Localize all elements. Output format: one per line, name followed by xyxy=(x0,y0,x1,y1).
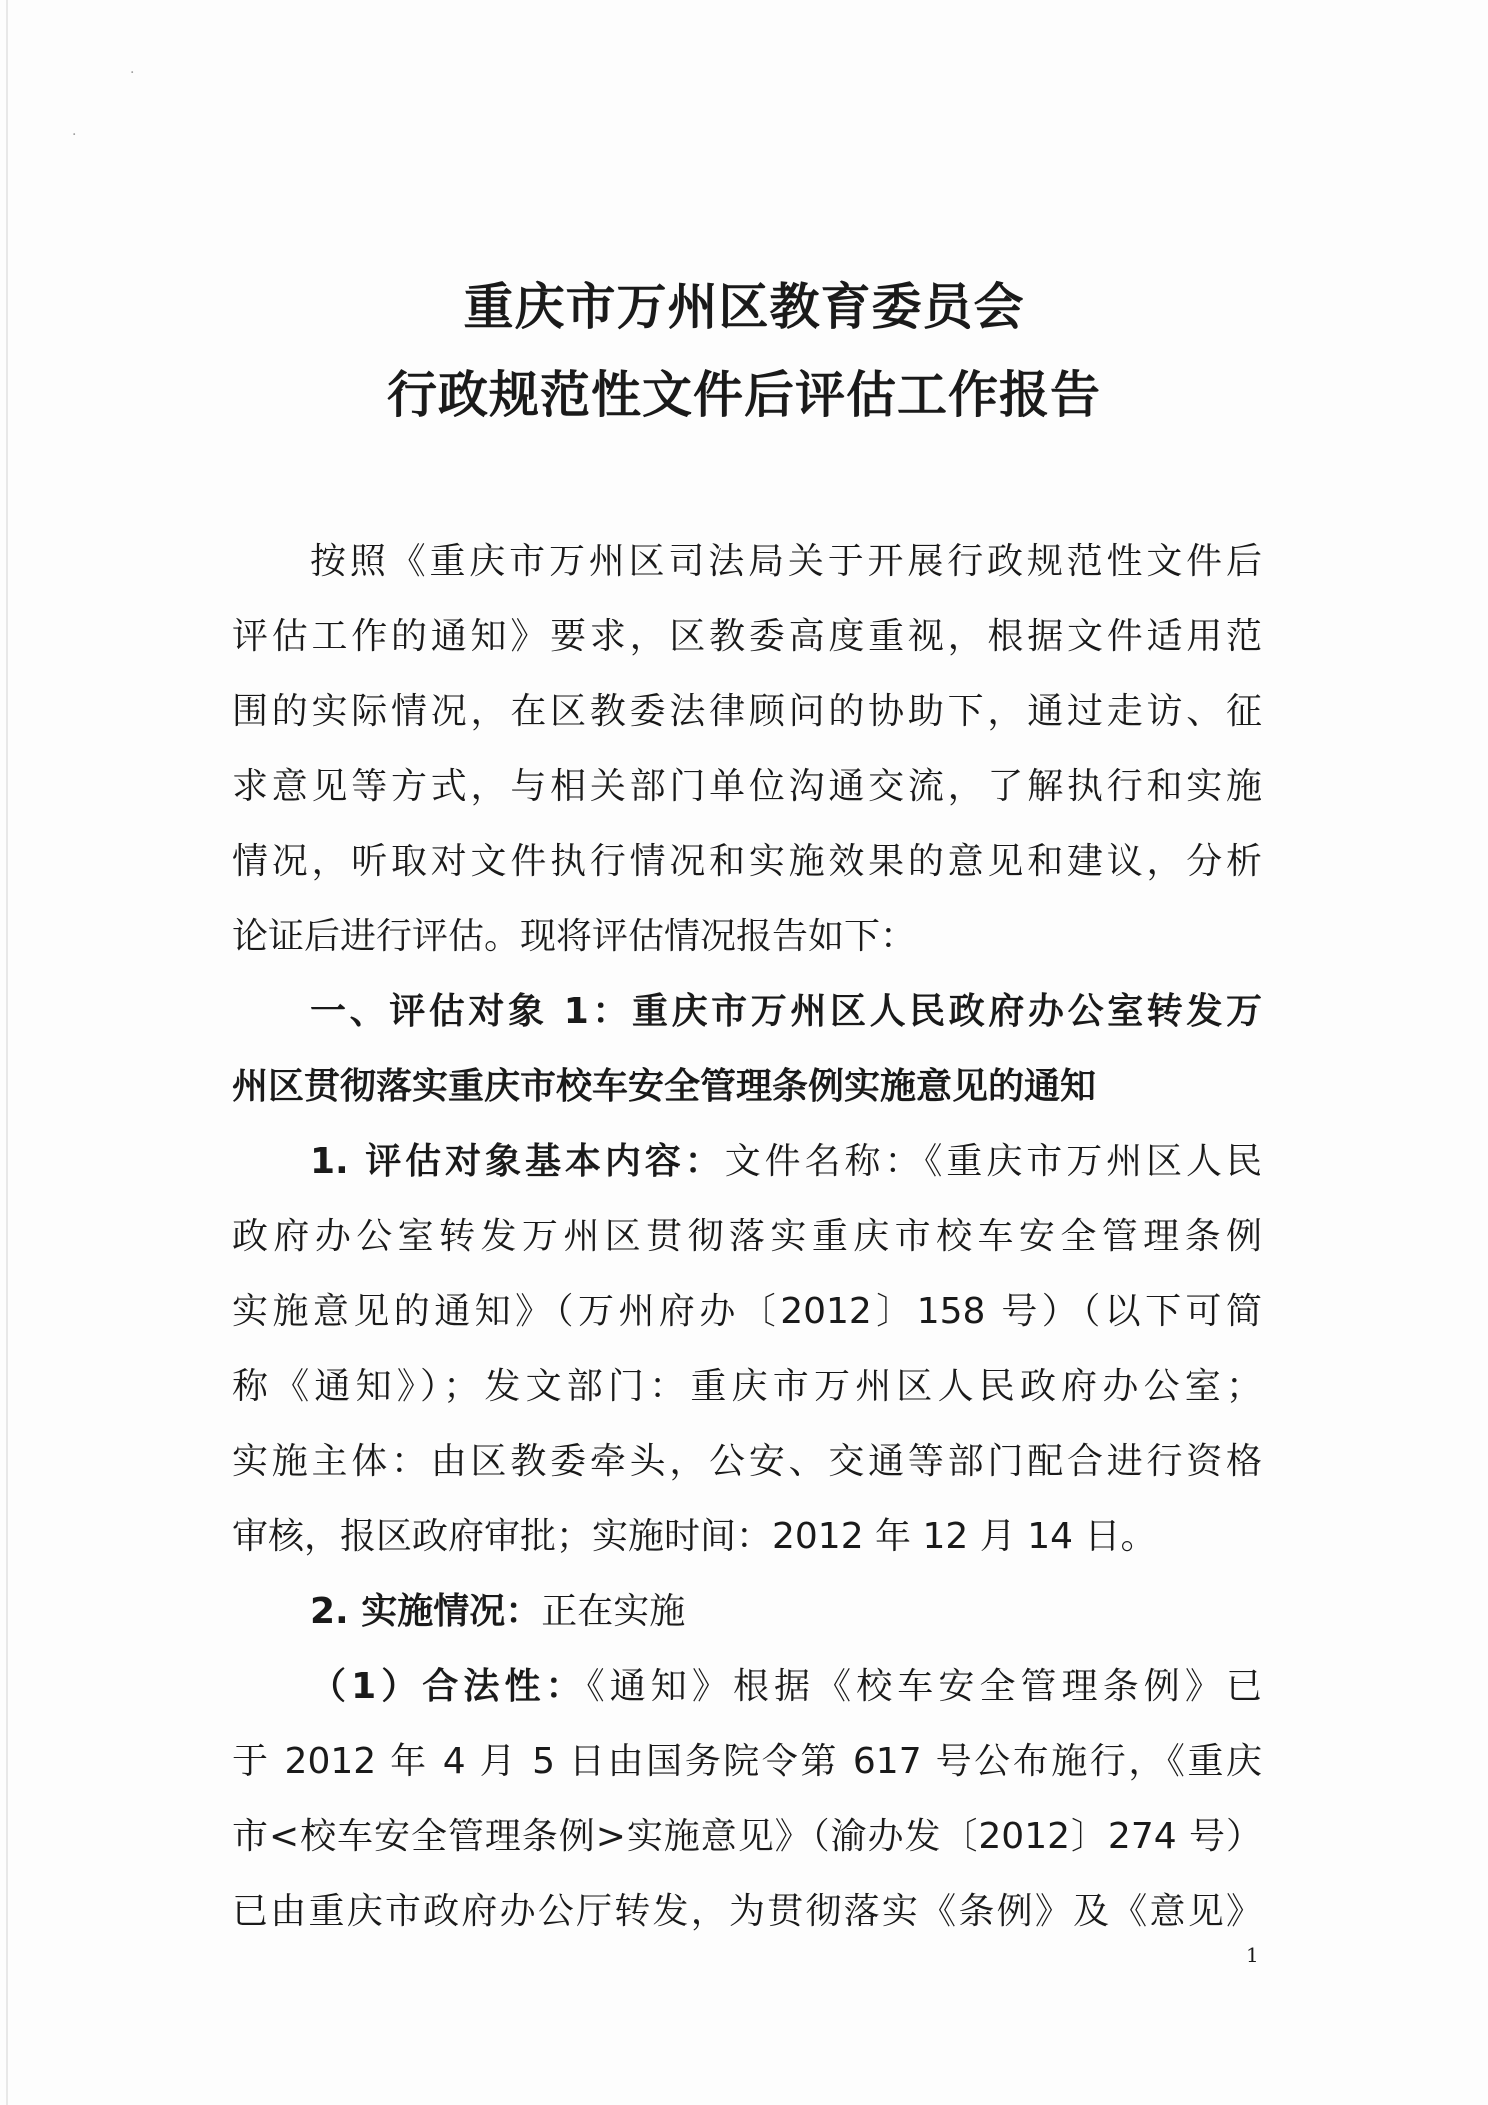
sub1-line: 市<校车安全管理条例>实施意见》（渝办发〔2012〕274 号） xyxy=(232,1816,1262,1857)
page-number: 1 xyxy=(1246,1943,1259,1967)
sub1-line: 已由重庆市政府办公厅转发，为贯彻落实《条例》及《意见》 xyxy=(232,1891,1262,1932)
item1-line: 实施主体：由区教委牵头，公安、交通等部门配合进行资格 xyxy=(232,1441,1262,1482)
intro-line: 论证后进行评估。现将评估情况报告如下： xyxy=(232,916,917,957)
intro-line: 围的实际情况，在区教委法律顾问的协助下，通过走访、征 xyxy=(232,691,1262,732)
title-line-1: 重庆市万州区教育委员会 xyxy=(463,277,1025,336)
item1-line: 政府办公室转发万州区贯彻落实重庆市校车安全管理条例 xyxy=(232,1216,1262,1257)
item2-line xyxy=(232,1574,1262,1649)
scan-speck: · xyxy=(72,127,77,143)
scan-speck: · xyxy=(130,65,135,81)
intro-line: 求意见等方式，与相关部门单位沟通交流，了解执行和实施 xyxy=(232,766,1262,807)
item2-label: 2. 实施情况： xyxy=(310,1591,542,1632)
sub1-text: 《通知》根据《校车安全管理条例》已 xyxy=(586,1666,1262,1707)
sub1-label: （1）合法性： xyxy=(310,1666,587,1707)
item2-value: 正在实施 xyxy=(541,1591,686,1632)
item1-line: 称《通知》）；发文部门：重庆市万州区人民政府办公室； xyxy=(232,1366,1262,1407)
intro-line: 情况，听取对文件执行情况和实施效果的意见和建议，分析 xyxy=(232,841,1262,882)
document-body xyxy=(232,524,1262,1949)
item1-line: 实施意见的通知》（万州府办〔2012〕158 号）（以下可简 xyxy=(232,1291,1262,1332)
document-title xyxy=(0,277,1488,424)
item1-text: 文件名称：《重庆市万州区人民 xyxy=(724,1141,1262,1182)
section-heading-line: 州区贯彻落实重庆市校车安全管理条例实施意见的通知 xyxy=(232,1066,1097,1107)
item1-line: 审核，报区政府审批；实施时间：2012 年 12 月 14 日。 xyxy=(232,1516,1157,1557)
title-line-2: 行政规范性文件后评估工作报告 xyxy=(387,365,1101,424)
sub1-line: 于 2012 年 4 月 5 日由国务院令第 617 号公布施行，《重庆 xyxy=(232,1741,1262,1782)
intro-line: 评估工作的通知》要求，区教委高度重视，根据文件适用范 xyxy=(232,616,1262,657)
section-heading-line: 一、评估对象 1：重庆市万州区人民政府办公室转发万 xyxy=(310,991,1262,1032)
item1-label: 1. 评估对象基本内容： xyxy=(310,1141,725,1182)
item1-first-line xyxy=(232,1124,1262,1199)
sub1-first-line xyxy=(232,1649,1262,1724)
intro-line: 按照《重庆市万州区司法局关于开展行政规范性文件后 xyxy=(310,541,1262,582)
